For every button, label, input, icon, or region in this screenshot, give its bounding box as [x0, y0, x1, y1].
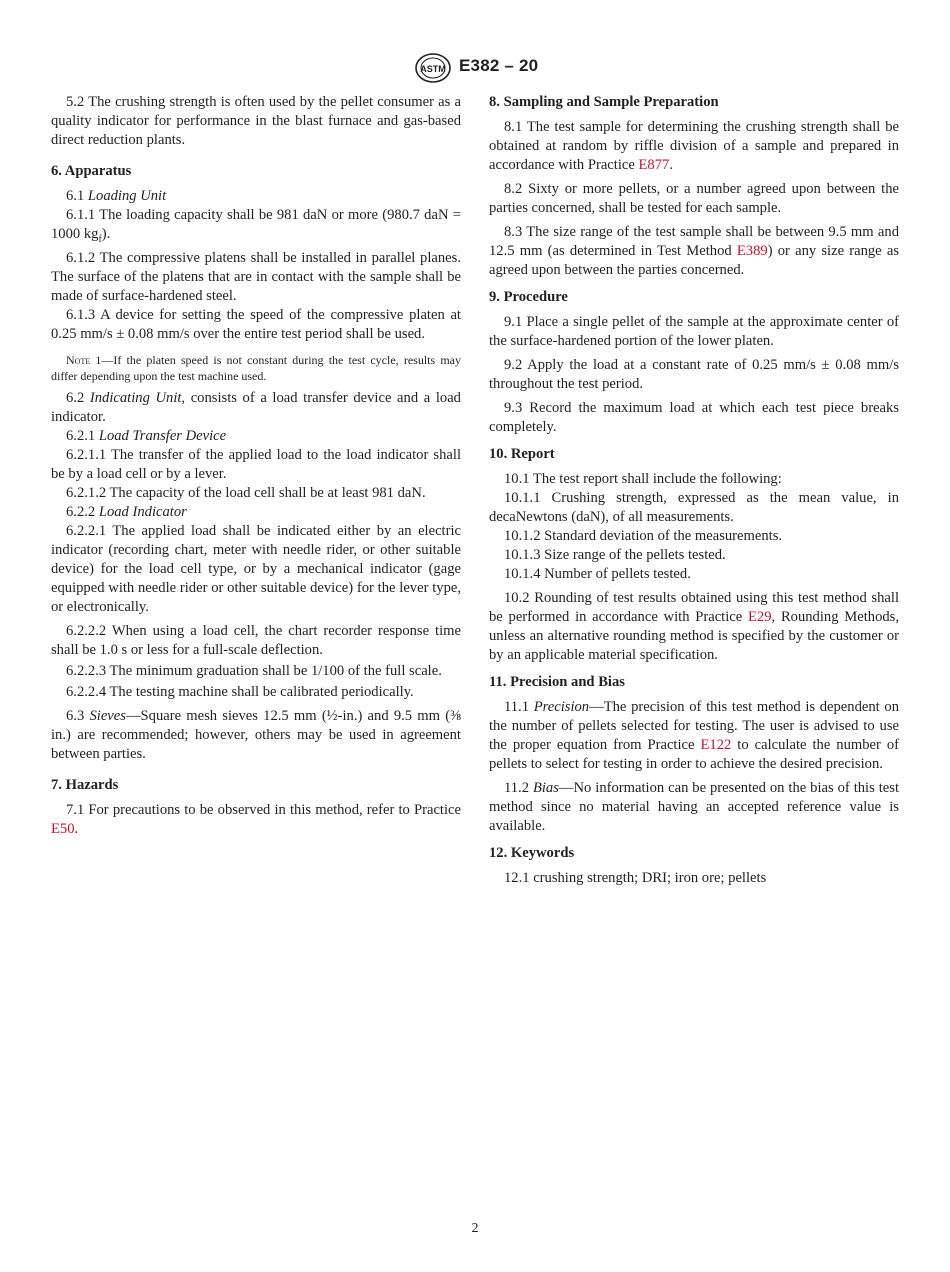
- ref-link-e50[interactable]: E50: [51, 820, 75, 837]
- para-6-1-1: 6.1.1 The loading capacity shall be 981 daN or more (980.7 daN = 1000 $kg_f$).: [51, 207, 461, 245]
- note-1: Note 1—If the platen speed is not constant during the test cycle, results may differ depending upon the test machine used.: [51, 352, 461, 383]
- para-10-1-3: 10.1.3 Size range of the pellets tested.: [504, 547, 726, 563]
- para-10-1: 10.1 The test report shall include the following:: [504, 471, 782, 487]
- para-12-1: 12.1 crushing strength; DRI; iron ore; pellets: [504, 870, 767, 886]
- heading-report: 10. Report: [489, 446, 555, 462]
- para-6-2-1-1: 6.2.1.1 The transfer of the applied load to the load indicator shall be by a load cell or by a lever.: [51, 446, 461, 482]
- para-6-2-2-2: 6.2.2.2 When using a load cell, the chart recorder response time shall be 1.0 s or less for a full-scale deflection.: [51, 622, 461, 658]
- para-8-3: 8.3 The size range of the test sample shall be between 9.5 mm and 12.5 mm (as determined in Test Method E389) or any size range as agreed upon between the parties concerned.: [489, 224, 899, 278]
- para-10-1-4: 10.1.4 Number of pellets tested.: [504, 566, 691, 582]
- page-header: [0, 52, 950, 84]
- para-8-2: 8.2 Sixty or more pellets, or a number agreed upon between the parties concerned, shall be tested for each sample.: [489, 181, 899, 216]
- para-9-2: 9.2 Apply the load at a constant rate of 0.25 mm/s ± 0.08 mm/s throughout the test period.: [489, 357, 899, 392]
- ref-link-e389[interactable]: E389: [736, 243, 768, 259]
- heading-procedure: 9. Procedure: [489, 289, 568, 305]
- para-6-2-2-3: 6.2.2.3 The minimum graduation shall be 1/100 of the full scale.: [66, 662, 442, 679]
- para-6-2-2-4: 6.2.2.4 The testing machine shall be calibrated periodically.: [66, 683, 414, 700]
- heading-hazards: 7. Hazards: [51, 776, 119, 793]
- heading-precision-bias: 11. Precision and Bias: [489, 674, 625, 690]
- para-5-2: 5.2 The crushing strength is often used by the pellet consumer as a quality indicator for performance in the blast furnace and gas-based direct reduction plants.: [51, 94, 461, 148]
- para-6-1-3: 6.1.3 A device for setting the speed of the compressive platen at 0.25 mm/s ± 0.08 mm/s over the entire test period shall be used.: [51, 306, 461, 342]
- para-8-1: 8.1 The test sample for determining the crushing strength shall be obtained at random by riffle division of a sample and prepared in accordance with Practice E877.: [489, 119, 899, 173]
- right-column: [489, 93, 899, 888]
- left-column: [51, 93, 461, 839]
- para-10-1-2: 10.1.2 Standard deviation of the measurements.: [504, 528, 783, 544]
- document-id: E382 – 20: [459, 56, 539, 75]
- para-10-2: 10.2 Rounding of test results obtained using this test method shall be performed in accordance with Practice E29, Rounding Methods, unless an alternative rounding method is specified by the customer or by an applicable material specification.: [489, 590, 899, 663]
- para-6-3: 6.3 Sieves—Square mesh sieves 12.5 mm (½-in.) and 9.5 mm (⅜ in.) are recommended; however, others may be used in agreement between parties.: [51, 707, 461, 762]
- para-10-1-1: 10.1.1 Crushing strength, expressed as the mean value, in decaNewtons (daN), of all measurements.: [489, 490, 899, 525]
- heading-keywords: 12. Keywords: [489, 845, 575, 861]
- para-6-2-2-1: 6.2.2.1 The applied load shall be indicated either by an electric indicator (recording chart, meter with needle rider, or other suitable device) for the load cell type, or by a mechanical indicator (gage equipped with needle rider or other suitable device) for the lever type, or electronically.: [51, 522, 461, 615]
- heading-apparatus: 6. Apparatus: [51, 163, 132, 179]
- para-11-1: 11.1 Precision—The precision of this test method is dependent on the number of pellets selected for testing. The user is advised to use the proper equation from Practice E122 to calculate the number of pellets to select for testing in order to achieve the desired precision.: [489, 699, 900, 772]
- para-6-2-1-2: 6.2.1.2 The capacity of the load cell shall be at least 981 daN.: [66, 484, 426, 501]
- para-9-1: 9.1 Place a single pellet of the sample at the approximate center of the surface-hardened portion of the lower platen.: [489, 314, 899, 349]
- svg-text:ASTM: ASTM: [420, 64, 446, 74]
- para-6-2-1: 6.2.1 Load Transfer Device: [66, 427, 227, 444]
- ref-link-e29[interactable]: E29: [748, 609, 772, 625]
- astm-logo-icon: [414, 52, 452, 84]
- para-6-2: 6.2 Indicating Unit, consists of a load transfer device and a load indicator.: [51, 389, 461, 425]
- para-7-1: 7.1 For precautions to be observed in this method, refer to Practice E50.: [51, 801, 461, 837]
- para-6-1-2: 6.1.2 The compressive platens shall be installed in parallel planes. The surface of the platens that are in contact with the sample shall be made of surface-hardened steel.: [51, 249, 461, 304]
- para-6-1: 6.1 Loading Unit: [66, 188, 167, 204]
- page-number: 2: [471, 1221, 479, 1236]
- ref-link-e877[interactable]: E877: [638, 157, 670, 173]
- heading-sampling: 8. Sampling and Sample Preparation: [489, 94, 719, 110]
- para-9-3: 9.3 Record the maximum load at which each test piece breaks completely.: [489, 400, 899, 435]
- para-11-2: 11.2 Bias—No information can be presented on the bias of this test method since no material having an accepted reference value is available.: [489, 780, 899, 834]
- ref-link-e122[interactable]: E122: [700, 737, 732, 753]
- para-6-2-2: 6.2.2 Load Indicator: [66, 503, 187, 520]
